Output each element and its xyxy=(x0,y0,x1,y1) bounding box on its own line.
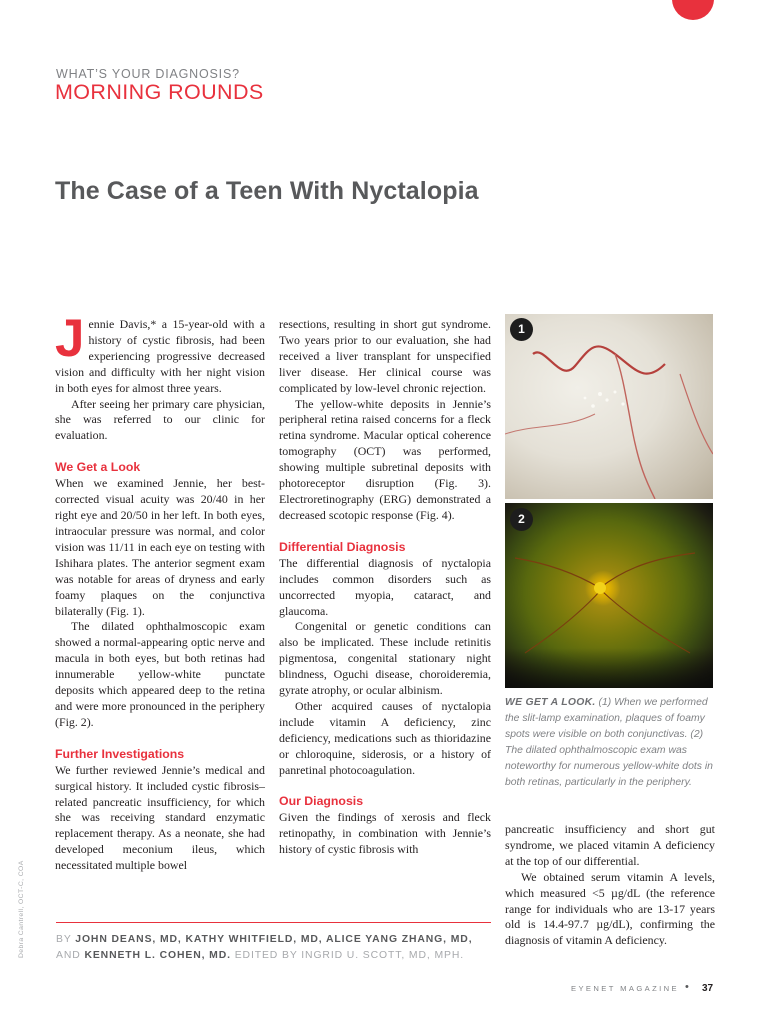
footer-bullet: • xyxy=(685,981,689,993)
article-paragraph: We further reviewed Jennie’s medical and surgical history. It included cystic fibrosis–related pancreatic insufficiency, for which she was receiving standard enzymatic replacement therapy. As a neonate, she had developed meconium ileus, which necessitated multiple bowel xyxy=(55,762,265,873)
column-kicker: WHAT’S YOUR DIAGNOSIS? xyxy=(56,67,240,81)
drop-cap: J xyxy=(55,309,85,368)
page-number: 37 xyxy=(702,983,714,994)
section-title: MORNING ROUNDS xyxy=(55,80,264,104)
article-paragraph: pancreatic insufficiency and short gut syndrome, we placed vitamin A deficiency at the top of our differential. xyxy=(505,822,715,868)
article-paragraph: The differential diagnosis of nyctalopia includes common disorders such as uncorrected myopia, cataract, and glaucoma. xyxy=(279,555,491,618)
subhead-we-get-a-look: We Get a Look xyxy=(55,460,141,475)
author-names: JOHN DEANS, MD, KATHY WHITFIELD, MD, ALICE YANG ZHANG, MD, xyxy=(75,934,473,945)
article-paragraph: The yellow-white deposits in Jennie’s peripheral retina raised concerns for a fleck retina syndrome. Macular optical coherence tomography (OCT) was performed, showing multiple subretinal deposits with photoreceptor disruption (Fig. 3). Electroretinography (ERG) demonstrated a decreased scotopic response (Fig. 4). xyxy=(279,396,491,522)
caption-lead: WE GET A LOOK. xyxy=(505,697,596,708)
byline-rule xyxy=(56,922,491,923)
author-names: KENNETH L. COHEN, MD. xyxy=(84,950,231,961)
caption-text: (1) When we performed the slit-lamp examination, plaques of foamy spots were visible on both conjunctivas. (2) The dilated ophthalmoscopic exam was noteworthy for numerous yellow-white dots in both retinas, particularly in the periphery. xyxy=(505,697,713,788)
figure-number-badge: 1 xyxy=(510,318,533,341)
article-paragraph: resections, resulting in short gut syndrome. Two years prior to our evaluation, she had received a liver transplant for unspecified liver disease. Her clinical course was complicated by low-level chronic rejection. xyxy=(279,317,491,395)
article-paragraph: When we examined Jennie, her best-corrected visual acuity was 20/40 in her right eye and 20/50 in her left. In both eyes, intraocular pressure was normal, and color vision was 11/11 in each eye on testing with Ishihara plates. The anterior segment exam was notable for areas of dryness and early foamy plaques on the conjunctiva bilaterally (Fig. 1). xyxy=(55,476,265,618)
figure-2-fundus-photo xyxy=(505,503,713,688)
photo-credit: Debra Cantrell, OCT-C, COA xyxy=(18,860,25,958)
footer-magazine-name: EYENET MAGAZINE xyxy=(571,984,680,993)
conjunctiva-vessels-illustration xyxy=(505,314,713,499)
subhead-our-diagnosis: Our Diagnosis xyxy=(279,794,364,809)
figure-1-slit-lamp-photo xyxy=(505,314,713,499)
article-column-3 xyxy=(505,822,715,949)
article-column-2 xyxy=(279,317,491,858)
article-paragraph: After seeing her primary care physician, she was referred to our clinic for evaluation. xyxy=(55,396,265,443)
article-title: The Case of a Teen With Nyctalopia xyxy=(55,177,479,205)
subhead-differential-diagnosis: Differential Diagnosis xyxy=(279,539,406,554)
article-paragraph: Other acquired causes of nyctalopia include vitamin A deficiency, zinc deficiency, medications such as thioridazine or chloroquine, siderosis, or a history of panretinal photocoagulation. xyxy=(279,698,491,777)
subhead-further-investigations: Further Investigations xyxy=(55,746,185,761)
article-paragraph: We obtained serum vitamin A levels, which measured <5 µg/dL (the reference range for individuals who are 13-17 years old is 14.4-97.7 µg/dL), confirming the diagnosis of vitamin A deficiency. xyxy=(505,869,715,948)
article-paragraph: Congenital or genetic conditions can also be implicated. These include retinitis pigmentosa, congenital stationary night blindness, Oguchi disease, choroideremia, gyrate atrophy, or ocular albinism. xyxy=(279,619,491,698)
article-paragraph: The dilated ophthalmoscopic exam showed a normal-appearing optic nerve and macula in both eyes, but both retinas had innumerable yellow-white punctate deposits which appeared deep to the retina and were more pronounced in the periphery (Fig. 2). xyxy=(55,619,265,729)
article-paragraph: Jennie Davis,* a 15-year-old with a history of cystic fibrosis, had been experiencing progressive decreased vision and difficulty with her night vision in both eyes for almost three years. xyxy=(55,309,265,395)
figure-number-badge: 2 xyxy=(510,508,533,531)
editor-credit: EDITED BY INGRID U. SCOTT, MD, MPH. xyxy=(230,950,465,961)
figure-caption xyxy=(505,695,715,790)
fundus-dark-periphery xyxy=(505,648,713,688)
article-paragraph: Given the findings of xerosis and fleck retinopathy, in combination with Jennie’s history of cystic fibrosis with xyxy=(279,810,491,857)
byline: BY JOHN DEANS, MD, KATHY WHITFIELD, MD, ALICE YANG ZHANG, MD, AND KENNETH L. COHEN, MD. EDITED BY INGRID U. SCOTT, MD, MPH. xyxy=(56,934,473,961)
article-column-1 xyxy=(55,309,265,874)
corner-decoration xyxy=(672,0,714,20)
